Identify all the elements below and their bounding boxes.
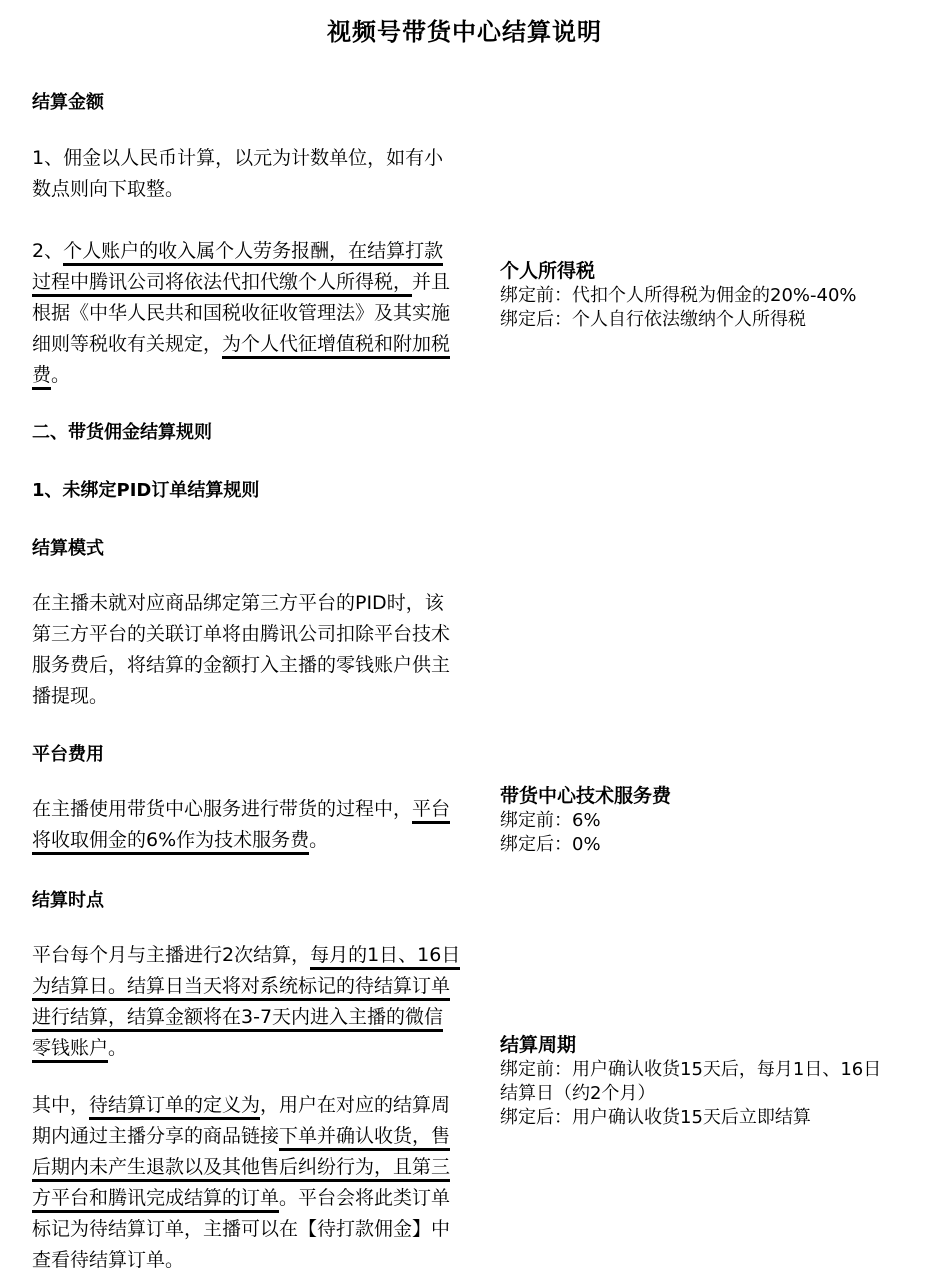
pending-mid: ，用户在对应的结算周期内通过主播分享的商品链接	[32, 1094, 451, 1147]
sub1-heading: 1、未绑定PID订单结算规则	[32, 480, 260, 501]
tax-note-title: 个人所得税	[500, 260, 596, 282]
cycle-note-title: 结算周期	[500, 1034, 577, 1056]
p2-underlined-1: 个人账户的收入属个人劳务报酬，在结算打款过程中腾讯公司将依法代扣代缴个人所得税，	[32, 240, 443, 297]
paragraph-currency: 1、佣金以人民币计算，以元为计数单位，如有小数点则向下取整。	[32, 147, 444, 200]
settle-amount-heading: 结算金额	[32, 92, 104, 113]
fee-note-before: 绑定前：6%	[500, 810, 601, 831]
tax-note-after: 绑定后：个人自行依法缴纳个人所得税	[500, 309, 806, 330]
time-heading: 结算时点	[32, 890, 104, 911]
mode-text: 在主播未就对应商品绑定第三方平台的PID时，该第三方平台的关联订单将由腾讯公司扣除平台技术服务费后，将结算的金额打入主播的零钱账户供主播提现。	[32, 592, 451, 707]
tax-note	[500, 258, 910, 332]
pending-underlined-1: 待结算订单的定义为	[89, 1094, 260, 1120]
cycle-note-before: 绑定前：用户确认收货15天后，每月1日、16日结算日（约2个月）	[500, 1059, 882, 1104]
fee-note	[500, 783, 910, 857]
cycle-note-after: 绑定后：用户确认收货15天后立即结算	[500, 1107, 811, 1128]
fee-note-title: 带货中心技术服务费	[500, 785, 672, 807]
fee-underlined: 平台将收取佣金的6%作为技术服务费	[32, 798, 450, 855]
time-prefix: 平台每个月与主播进行2次结算，	[32, 944, 311, 966]
p2-underlined-2: 为个人代征增值税和附加税费	[32, 333, 450, 390]
fee-text	[32, 794, 462, 856]
page-title: 视频号带货中心结算说明	[327, 18, 602, 46]
fee-note-after: 绑定后：0%	[500, 834, 601, 855]
time-text	[32, 940, 462, 1064]
tax-note-before: 绑定前：代扣个人所得税为佣金的20%-40%	[500, 285, 857, 306]
fee-prefix: 在主播使用带货中心服务进行带货的过程中，	[32, 798, 413, 820]
section2-heading: 二、带货佣金结算规则	[32, 422, 212, 443]
mode-heading: 结算模式	[32, 538, 104, 559]
pending-prefix: 其中，	[32, 1094, 90, 1116]
time-suffix: 。	[108, 1037, 128, 1059]
pending-underlined-2: 下单并确认收货，售后期内未产生退款以及其他售后纠纷行为，且第三方平台和腾讯完成结算的订单	[32, 1125, 450, 1213]
fee-suffix: 。	[309, 829, 329, 851]
pending-suffix: 。平台会将此类订单标记为待结算订单，主播可以在【待打款佣金】中查看待结算订单。	[32, 1187, 451, 1271]
paragraph-tax-withholding	[32, 236, 462, 391]
p2-suffix: 。	[51, 364, 71, 386]
cycle-note	[500, 1032, 895, 1130]
time-underlined: 每月的1日、16日为结算日。结算日当天将对系统标记的待结算订单进行结算，结算金额将在3-7天内进入主播的微信零钱账户	[32, 944, 460, 1063]
pending-text	[32, 1090, 462, 1276]
fee-heading: 平台费用	[32, 744, 104, 765]
p2-mid: 并且根据《中华人民共和国税收征收管理法》及其实施细则等税收有关规定，	[32, 271, 451, 355]
p2-prefix: 2、	[32, 240, 64, 262]
